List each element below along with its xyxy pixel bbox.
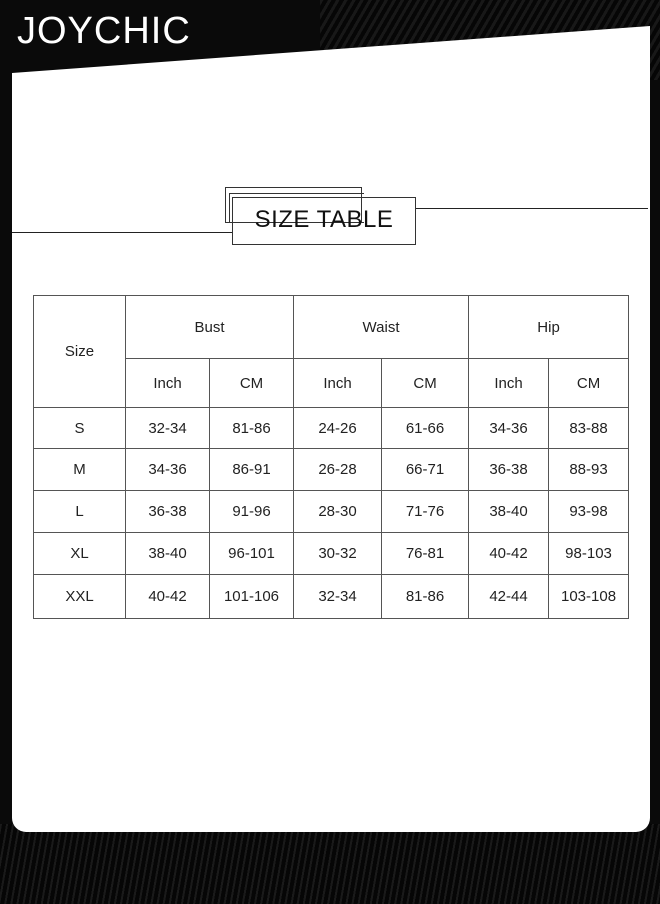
table-cell: 36-38 bbox=[469, 449, 549, 491]
table-cell: 101-106 bbox=[210, 575, 294, 619]
table-cell: 34-36 bbox=[469, 408, 549, 449]
table-row bbox=[34, 449, 629, 491]
table-cell: 81-86 bbox=[382, 575, 469, 619]
table-cell: 103-108 bbox=[549, 575, 629, 619]
table-row bbox=[34, 491, 629, 533]
table-cell: 28-30 bbox=[294, 491, 382, 533]
table-row bbox=[34, 408, 629, 449]
table-row bbox=[34, 575, 629, 619]
table-cell: 32-34 bbox=[294, 575, 382, 619]
table-cell: 40-42 bbox=[126, 575, 210, 619]
table-cell: 36-38 bbox=[126, 491, 210, 533]
table-cell: 66-71 bbox=[382, 449, 469, 491]
table-cell: 61-66 bbox=[382, 408, 469, 449]
unit-header: CM bbox=[210, 359, 294, 408]
size-label: L bbox=[34, 491, 126, 533]
table-header-row bbox=[34, 296, 629, 359]
table-cell: 76-81 bbox=[382, 533, 469, 575]
unit-header: CM bbox=[549, 359, 629, 408]
table-cell: 86-91 bbox=[210, 449, 294, 491]
hip-header: Hip bbox=[469, 296, 629, 359]
table-cell: 40-42 bbox=[469, 533, 549, 575]
table-cell: 96-101 bbox=[210, 533, 294, 575]
table-cell: 38-40 bbox=[469, 491, 549, 533]
size-label: XXL bbox=[34, 575, 126, 619]
table-cell: 88-93 bbox=[549, 449, 629, 491]
table-cell: 91-96 bbox=[210, 491, 294, 533]
table-cell: 42-44 bbox=[469, 575, 549, 619]
size-label: M bbox=[34, 449, 126, 491]
table-cell: 24-26 bbox=[294, 408, 382, 449]
table-cell: 34-36 bbox=[126, 449, 210, 491]
size-header: Size bbox=[34, 296, 126, 408]
size-table bbox=[33, 295, 629, 619]
table-cell: 26-28 bbox=[294, 449, 382, 491]
table-cell: 81-86 bbox=[210, 408, 294, 449]
table-cell: 71-76 bbox=[382, 491, 469, 533]
title-line-left bbox=[12, 232, 233, 233]
title-line-right bbox=[416, 208, 648, 209]
unit-header: CM bbox=[382, 359, 469, 408]
page-title: SIZE TABLE bbox=[254, 206, 394, 233]
size-label: XL bbox=[34, 533, 126, 575]
bust-header: Bust bbox=[126, 296, 294, 359]
size-label: S bbox=[34, 408, 126, 449]
table-cell: 32-34 bbox=[126, 408, 210, 449]
brand-logo: JOYCHIC bbox=[17, 10, 191, 52]
table-row bbox=[34, 533, 629, 575]
table-cell: 83-88 bbox=[549, 408, 629, 449]
decorative-stripes-bottom bbox=[0, 824, 660, 904]
table-cell: 38-40 bbox=[126, 533, 210, 575]
table-cell: 30-32 bbox=[294, 533, 382, 575]
table-cell: 93-98 bbox=[549, 491, 629, 533]
waist-header: Waist bbox=[294, 296, 469, 359]
unit-header: Inch bbox=[126, 359, 210, 408]
table-cell: 98-103 bbox=[549, 533, 629, 575]
unit-header: Inch bbox=[294, 359, 382, 408]
unit-header: Inch bbox=[469, 359, 549, 408]
